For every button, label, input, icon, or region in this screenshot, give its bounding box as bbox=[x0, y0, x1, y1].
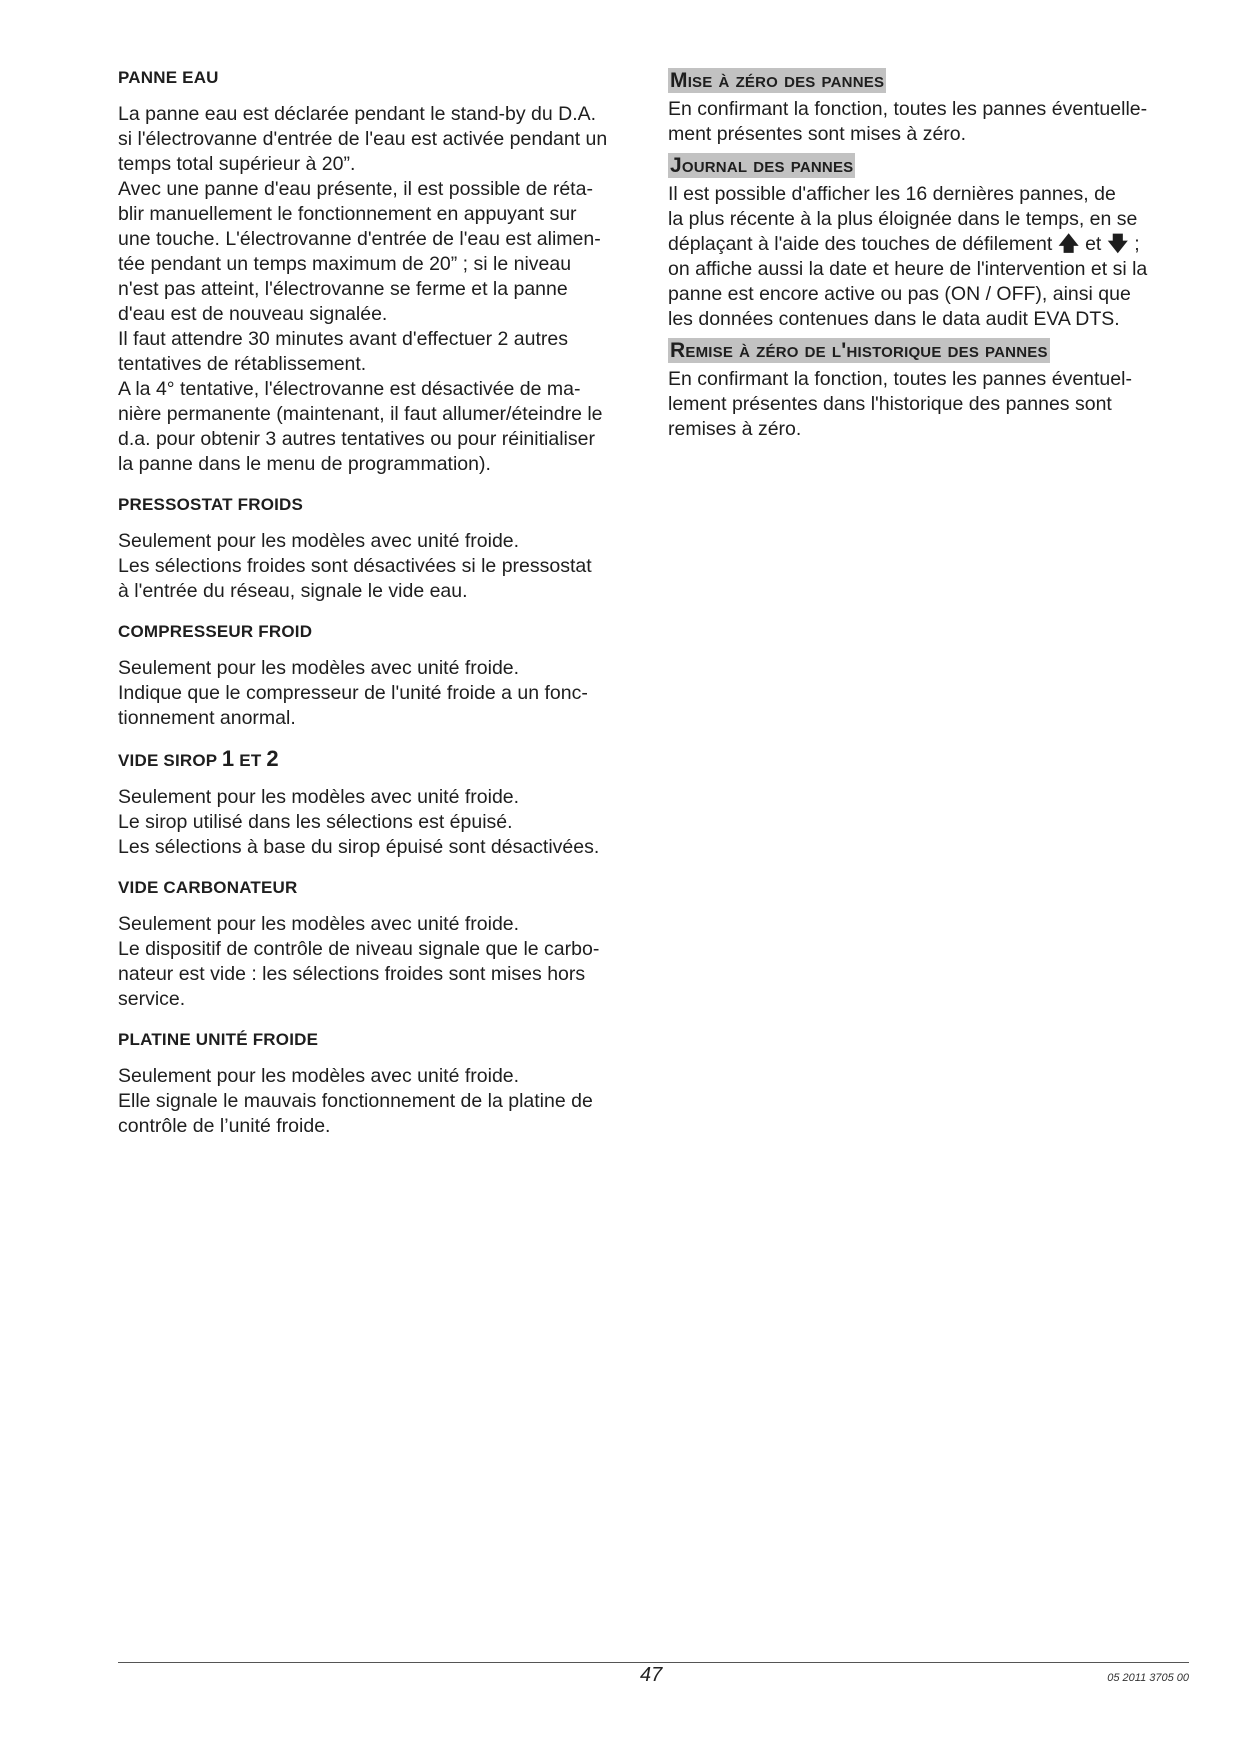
text-between: et bbox=[1079, 233, 1107, 255]
section-text: La panne eau est déclarée pendant le stand-by du D.A. si l'électrovanne d'entrée de l'eau est activée pendant un temps total supérieur à 20”. Avec une panne d'eau présente, il est possible de réta- blir manuellement le fonctionnement en appuyant sur une touche. L'électrovanne d'entrée de l'eau est alimen- tée pendant un temps maximum de 20” ; si le niveau n'est pas atteint, l'électrovanne se ferme et la panne d'eau est de nouveau signalée. Il faut attendre 30 minutes avant d'effectuer 2 autres tentatives de rétablissement. A la 4° tentative, l'électrovanne est désactivée de ma- nière permanente (maintenant, il faut allumer/éteindre le d.a. pour obtenir 3 autres tentatives ou pour réinitialiser la panne dans le menu de programmation). bbox=[118, 103, 608, 475]
heading-number: 2 bbox=[266, 746, 279, 771]
right-column bbox=[668, 68, 1188, 448]
heading-number: 1 bbox=[221, 746, 235, 771]
section-text bbox=[668, 182, 1188, 332]
section-heading: PLATINE UNITÉ FROIDE bbox=[118, 1030, 319, 1049]
section-heading: COMPRESSEUR FROID bbox=[118, 622, 313, 641]
section-text: En confirmant la fonction, toutes les pannes éventuel- lement présentes dans l'historique des pannes sont remises à zéro. bbox=[668, 368, 1132, 440]
section-heading bbox=[118, 746, 648, 771]
section-heading: Remise à zéro de l'historique des pannes bbox=[670, 339, 1048, 362]
document-code: 05 2011 3705 00 bbox=[1107, 1672, 1189, 1684]
section-heading: Mise à zéro des pannes bbox=[670, 69, 885, 92]
section-mise-a-zero bbox=[668, 68, 1188, 147]
section-text: Seulement pour les modèles avec unité froide. Elle signale le mauvais fonctionnement de la platine de contrôle de l’unité froide. bbox=[118, 1065, 593, 1137]
heading-part: ET bbox=[234, 751, 267, 770]
section-panne-eau bbox=[118, 68, 648, 477]
section-heading: PANNE EAU bbox=[118, 68, 219, 87]
section-journal-des-pannes bbox=[668, 153, 1188, 332]
section-heading: PRESSOSTAT FROIDS bbox=[118, 495, 304, 514]
section-platine-unite-froide bbox=[118, 1030, 648, 1139]
section-text: Seulement pour les modèles avec unité froide. Les sélections froides sont désactivées si le pressostat à l'entrée du réseau, signale le vide eau. bbox=[118, 530, 592, 602]
footer-rule bbox=[118, 1662, 1189, 1663]
page-number: 47 bbox=[640, 1664, 663, 1686]
section-text: En confirmant la fonction, toutes les pannes éventuelle- ment présentes sont mises à zéro. bbox=[668, 98, 1148, 145]
section-heading: Journal des pannes bbox=[670, 154, 854, 177]
section-heading: VIDE CARBONATEUR bbox=[118, 878, 298, 897]
section-text: Seulement pour les modèles avec unité froide. Indique que le compresseur de l'unité froide a un fonc- tionnement anormal. bbox=[118, 657, 588, 729]
text-after: ; on affiche aussi la date et heure de l'intervention et si la panne est encore active ou pas (ON / OFF), ainsi que les données contenues dans le data audit EVA DTS. bbox=[668, 233, 1148, 330]
left-column bbox=[118, 68, 648, 1157]
section-remise-a-zero-historique bbox=[668, 338, 1188, 442]
section-text: Seulement pour les modèles avec unité froide. Le sirop utilisé dans les sélections est épuisé. Les sélections à base du sirop épuisé sont désactivées. bbox=[118, 786, 600, 858]
section-vide-sirop bbox=[118, 746, 648, 860]
section-vide-carbonateur bbox=[118, 878, 648, 1012]
section-pressostat-froids bbox=[118, 495, 648, 604]
section-compresseur-froid bbox=[118, 622, 648, 731]
section-text: Seulement pour les modèles avec unité froide. Le dispositif de contrôle de niveau signale que le carbo- nateur est vide : les sélections froides sont mises hors service. bbox=[118, 913, 600, 1010]
arrow-up-icon: 🡅 bbox=[1058, 233, 1079, 255]
heading-part: VIDE SIROP bbox=[118, 751, 222, 770]
text-before: Il est possible d'afficher les 16 dernières pannes, de la plus récente à la plus éloignée dans le temps, en se déplaçant à l'aide des touches de défilement bbox=[668, 183, 1138, 255]
arrow-down-icon: 🡇 bbox=[1107, 233, 1129, 255]
